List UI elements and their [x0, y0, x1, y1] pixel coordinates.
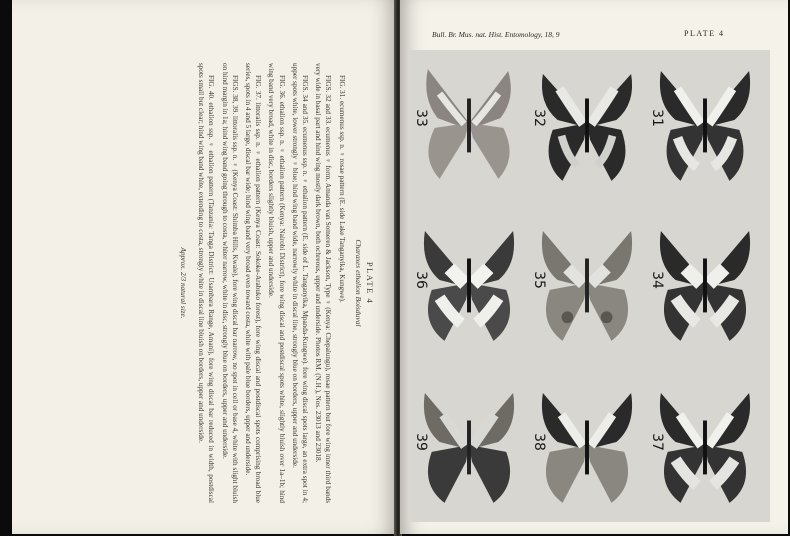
figure-number: 35 — [530, 271, 547, 289]
plate-label: PLATE 4 — [684, 29, 725, 38]
butterfly-specimen — [656, 58, 754, 188]
figure-number: 32 — [530, 109, 547, 127]
figure-description: FIG. 36. ethalion ssp. n. ♀ ethalion pattern (Kenya: Nairobi District), fore wing discal and postdiscal spots white, slightly bluish over 1a–1b; hind wing band very broad, white in disc, borders slightly bluish, upper and underside. — [267, 63, 286, 503]
plate-caption-title: PLATE 4 — [365, 261, 375, 305]
figure-description: FIG. 37. littoralis ssp. n. ♀ ethalion pattern (Kenya Coast: Sokoke-Arabuko forest), fore wing discal and postdiscal spots comprising broad blue series, spots in 4 and 5 large, discal bar wide; hind wing band very broad even toward costa, white with pale blue borders, upper and underside. — [243, 63, 263, 503]
figure-description: FIGS. 38, 39. littoralis ssp. n. ♀ (Kenya Coast: Shimba Hills, Kwale), fore wing discal bar narrow, no spot in cell or base 4, white with slight bluish on hind margin in 1a; hind wing band going through to costa, whiter narrow, white in disc, strongly blue on borders, upper and underside. — [220, 63, 239, 503]
running-head: Bull. Br. Mus. nat. Hist. Entomology, 18, 9 — [432, 30, 560, 39]
butterfly-specimen — [420, 218, 518, 348]
figure-description: FIG. 40. ethalion ssp. ♀ ethalion pattern (Tanzania: Tanga District: Usambara Range, Amani), fore wing discal bar reduced in width, postdiscal spots small but clear; hind wing band white, extending to costa, strongly white in discal line bluish on borders, upper and underside. — [197, 63, 216, 503]
butterfly-specimen — [420, 380, 518, 510]
butterfly-specimen — [420, 58, 518, 188]
plate-photograph — [410, 50, 770, 522]
figure-number: 36 — [412, 271, 429, 289]
butterfly-specimen — [656, 380, 754, 510]
butterfly-icon — [420, 58, 518, 188]
figure-number: 38 — [530, 433, 547, 451]
figure-number: 37 — [648, 433, 665, 451]
figure-description: FIGS. 32 and 33. ecumenus ♀ form. Amanda van Someren & Jackson, Type ♀ (Kenya: Chepalungu), rosae pattern but fore wing inner third bands very wide in basal part and hind wing mostly dark brown, both ochreous, upper and underside. Photos RM. (N.H.), Nos. 23013 and 23018. — [314, 63, 333, 503]
figure-number: 33 — [412, 109, 429, 127]
figure-number: 39 — [412, 433, 429, 451]
plate-caption-block — [125, 63, 375, 503]
plate-caption-subtitle: Charaxes ethalion Boisduval — [353, 239, 363, 327]
figure-number: 34 — [648, 271, 665, 289]
left-page — [12, 0, 398, 534]
figure-description: FIG. 31. ecumenus ssp. n. ♀ rosae pattern (E. side Lake Tanganyika, Kungwe). — [337, 75, 346, 303]
butterfly-specimen — [538, 218, 636, 348]
figure-description: FIGS. 34 and 35. ecumenus ssp. n. ♀ ethalion pattern (E. side of L. Tanganyika, Mpanda-Kungwe). fore wing discal spots large, an extra spot in 4; upper spots white, lower strongly ♀ blue; hind wing band wide, narrowly white in discal line, strongly blue on borders, upper and underside. — [290, 63, 309, 503]
butterfly-specimen — [538, 380, 636, 510]
scale-note: Approx. 2/3 natural size. — [178, 247, 187, 319]
figure-number: 31 — [648, 109, 665, 127]
butterfly-specimen — [656, 218, 754, 348]
butterfly-specimen — [538, 58, 636, 188]
